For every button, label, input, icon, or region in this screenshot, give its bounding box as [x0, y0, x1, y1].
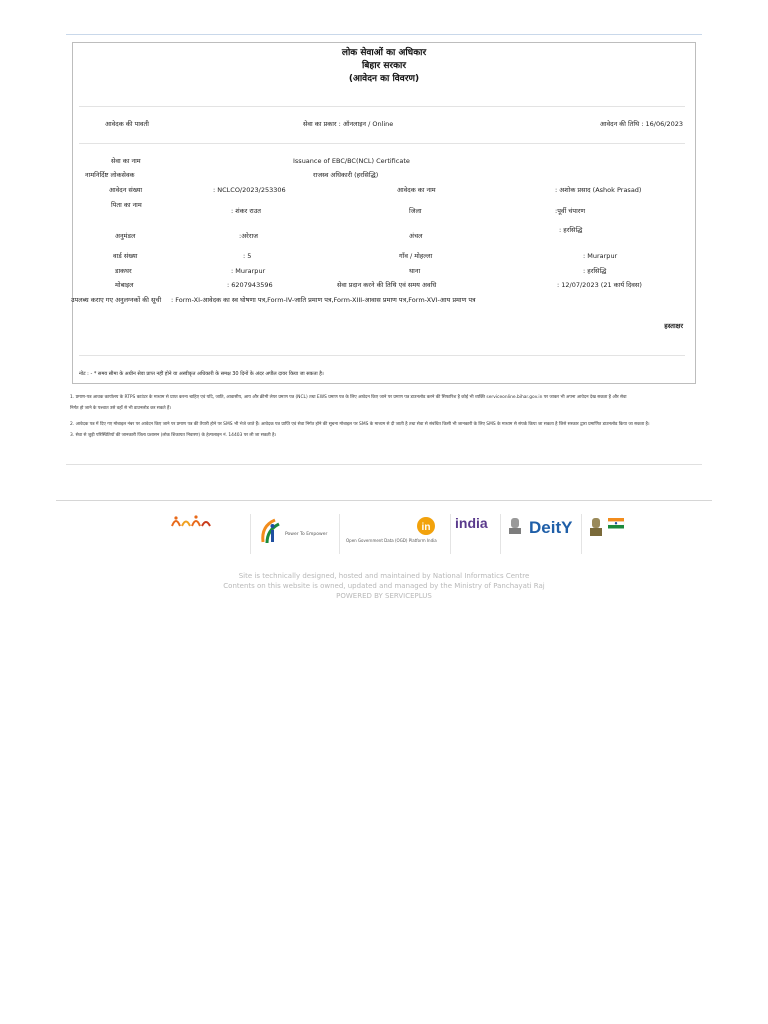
- ogd-tagline: Open Government Data (OGD) Platform India: [346, 538, 437, 543]
- attachments-label: उपलब्ध कराए गए अनुलग्नकों की सूची: [71, 296, 162, 304]
- india-wordmark: india: [455, 515, 488, 531]
- signature-label: हस्ताक्षर: [664, 322, 683, 330]
- district-label: जिला: [409, 207, 422, 215]
- swachh-bharat-logo[interactable]: [170, 514, 214, 554]
- footer-powered-by[interactable]: POWERED BY SERVICEPLUS: [336, 592, 432, 600]
- subdivision-label: अनुमंडल: [115, 232, 136, 240]
- header-line-3: (आवेदन का विवरण): [348, 74, 420, 84]
- block-label: अंचल: [409, 232, 423, 240]
- application-details-box: [72, 42, 696, 384]
- top-divider: [66, 34, 702, 35]
- deity-wordmark: DeitY: [529, 518, 573, 537]
- village-value: : Murarpur: [583, 252, 618, 260]
- india-gov-logo[interactable]: [450, 514, 497, 554]
- divider: [79, 143, 685, 144]
- ward-number-label: वार्ड संख्या: [113, 252, 138, 260]
- receipt-label: आवेदक की पावती: [105, 120, 149, 128]
- header-line-2: बिहार सरकार: [361, 61, 407, 71]
- post-office-label: डाकघर: [115, 267, 132, 275]
- divider: [79, 106, 685, 107]
- footer-divider: [56, 500, 712, 501]
- deity-logo[interactable]: [500, 514, 582, 554]
- digital-india-logo[interactable]: [250, 514, 340, 554]
- divider: [79, 355, 685, 356]
- emblem-flag-icon: [588, 514, 628, 542]
- police-station-label: थाना: [409, 267, 421, 275]
- footer-line-ministry: Contents on this website is owned, updated and managed by the Ministry of Panchayati Raj: [223, 582, 545, 590]
- instruction-item: 1. प्रमाण-पत्र आवक कार्यालय के RTPS काउंटर के माध्यम से प्राप्त करना चाहिए एवं यदि, जाति, आवासीय, आय और क्रीमी लेयर प्रमाण पत्र (NCL) तथा EWS प्रमाण पत्र के लिए आवेदन किए जाने पर प्रमाण पत्र डाउनलोड करने की सिफारिश है कोई भी व्यक्ति serviceonline.bihar.gov.in पर जाकर भी अपना आवेदन देख सकता है और सेवा: [70, 395, 627, 400]
- block-value: : हरसिद्धि: [559, 226, 583, 234]
- service-name-label: सेवा का नाम: [111, 157, 141, 165]
- father-name-value: : शंकर राउत: [231, 207, 262, 215]
- instructions-list: [70, 392, 702, 441]
- applicant-name-value: : अशोक प्रसाद (Ashok Prasad): [555, 186, 642, 194]
- deadline-label: सेवा प्रदान करने की तिथि एवं समय अवधि: [337, 281, 437, 289]
- mobile-label: मोबाइल: [115, 281, 134, 289]
- application-number-label: आवेदन संख्या: [109, 186, 143, 194]
- attachments-value: : Form-XI-आवेदक का स्व घोषणा पत्र,Form-IV-जाति प्रमाण पत्र,Form-XIII-आवास प्रमाण पत्र,Form-XVI-आय प्रमाण पत्र: [171, 296, 476, 304]
- post-office-value: : Murarpur: [231, 267, 266, 275]
- application-date: आवेदन की तिथि : 16/06/2023: [599, 120, 683, 128]
- father-name-label: पिता का नाम: [111, 201, 142, 209]
- village-label: गाँव / मोहल्ला: [399, 252, 433, 260]
- footer-credits: [0, 571, 768, 601]
- mobile-value: : 6207943596: [227, 281, 273, 289]
- police-station-value: : हरसिद्धि: [583, 267, 607, 275]
- application-number-value: : NCLCO/2023/253306: [213, 186, 286, 194]
- emblem-icon: [507, 516, 523, 538]
- service-name-value: Issuance of EBC/BC(NCL) Certificate: [293, 157, 410, 165]
- digital-india-tagline: Power To Empower: [285, 532, 328, 537]
- officer-label: नामनिर्दिष्ट लोकसेवक: [85, 171, 135, 179]
- divider: [66, 464, 702, 465]
- officer-value: राजस्व अधिकारी (हरसिद्धि): [313, 171, 379, 179]
- applicant-name-label: आवेदक का नाम: [397, 186, 436, 194]
- ogd-icon: [416, 516, 436, 536]
- district-value: :पूर्वी चंपारण: [555, 207, 586, 215]
- ogd-platform-logo[interactable]: [344, 514, 440, 554]
- instruction-item: 3. सेवा से जुड़ी परिस्थितियों की जानकारी जिला प्रशासन (लोक शिकायत निवारण) के हेल्पलाइन नं. 14403 पर ली जा सकती है।: [70, 433, 277, 438]
- digital-india-icon: [257, 516, 287, 546]
- instruction-item: 2. आवेदक पत्र में दिए गए मोबाइल नंबर पर आवेदन किए जाने पर प्रमाण पत्र की तैयारी होने पर SMS भी भेजे जाते हैं। आवेदक पत्र प्राप्ति एवं सेवा निर्गत होने की सूचना मोबाइल पर SMS के माध्यम से दी जाती है तथा सेवा से संबंधित किसी भी जानकारी के लिए SMS के माध्यम से संपर्क किया जा सकता है जिसे सरकार द्वारा प्रमाणित डाउनलोड किया जा सकता है।: [70, 422, 650, 427]
- instruction-item: निर्गत हो जाने के पश्चात उसे वहाँ से भी डाउनलोड कर सकते हैं।: [70, 406, 172, 411]
- national-emblem-flag-logo[interactable]: [588, 514, 628, 554]
- appeal-note: नोट : - * समय सीमा के अधीन सेवा प्राप्त नहीं होने या अस्वीकृत अधिकारी के समक्ष 30 दिनों के अंदर अपील दायर किया जा सकता है।: [79, 371, 324, 377]
- subdivision-value: :अरेराज: [239, 232, 258, 240]
- service-type: सेवा का प्रकार : ऑनलाइन / Online: [303, 120, 394, 128]
- deadline-value: : 12/07/2023 (21 कार्य दिवस): [557, 281, 642, 289]
- header-line-1: लोक सेवाओं का अधिकार: [341, 48, 427, 58]
- svg-text:in: in: [421, 522, 431, 533]
- ward-number-value: : 5: [243, 252, 252, 260]
- footer-line-nic: Site is technically designed, hosted and maintained by National Informatics Centre: [238, 572, 530, 580]
